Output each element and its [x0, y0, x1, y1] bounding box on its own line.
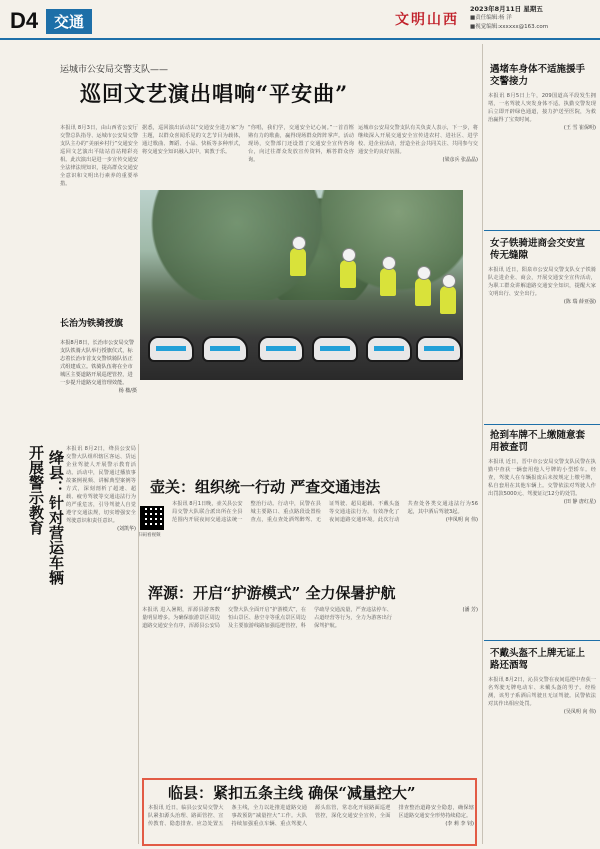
right-column-rule — [484, 640, 600, 641]
photo-officer — [415, 278, 431, 306]
right-item-3-title: 抢到车牌不上缴随意套用被查罚 — [490, 430, 586, 453]
photo-officer — [290, 248, 306, 276]
right-item-4-title: 不戴头盔不上牌无证上路还酒驾 — [490, 648, 586, 671]
right-item-3-credit: (田 静 唐红星) — [563, 499, 596, 505]
story-4-headline: 临县：紧扣五条主线 确保“减量控大” — [168, 784, 416, 802]
photo-officer — [440, 286, 456, 314]
right-item-4-text: 本报讯 8月2日，沁县交警在夜间巡逻中查获一名驾驶无牌电动车、未戴头盔的男子。经检测，该男子系酒后驾驶且无证驾驶。民警依法对其作出相应处罚。 — [488, 677, 596, 707]
lead-body-2: 据悉，巡回演出活动以“交通安全进万家”为主题，以群众喜闻乐见的文艺节目为载体，通过歌曲、舞蹈、小品、快板等多种形式，将交通安全知识融入其中，寓教于乐。 — [142, 125, 244, 155]
lead-body-4: 运城市公安局交警支队有关负责人表示，下一步，将继续深入开展交通安全宣传进农村、进社区、进学校、进企业活动，营造全社会共同关注、共同参与交通安全的良好氛围。 — [358, 125, 478, 155]
lead-body-col-2 — [142, 124, 244, 186]
story-2-body — [172, 500, 478, 576]
right-item-2-credit: (陈 瑞 薛亚强) — [563, 299, 596, 305]
lead-body-col-4 — [358, 124, 478, 186]
lead-headline: 巡回文艺演出唱响“平安曲” — [80, 81, 349, 106]
lead-kicker: 运城市公安局交警支队—— — [60, 65, 169, 75]
right-item-4-body — [488, 676, 596, 841]
photo-motorcycle — [148, 336, 194, 362]
lead-body-1: 本报讯 8月3日，由山西省公安厅交警总队指导、运城市公安局交警支队主办的“美丽乡村行”交通安全巡回文艺演出平陆站首站精彩亮相。此次演出是进一步宣传交通安全法律法规知识，提高群众交通安全意识和文明出行素养的重要举措。 — [60, 125, 138, 187]
right-item-3-text: 本报讯 近日，晋中市公安局交警支队民警在执勤中查获一辆套用他人号牌的小型轿车。经查，驾驶人在车辆报废后未按规定上缴号牌，私自套用在其他车辆上。交警依法对驾驶人作出罚款5000元、驾驶证记12分的处罚。 — [488, 459, 596, 497]
right-item-2-title: 女子铁骑进商会交安宣传无缝隙 — [490, 238, 586, 261]
side-story-title-1: 绛县：针对营运车辆 — [47, 450, 65, 585]
story-2-credit: (申凤明 向 伟) — [445, 517, 478, 523]
right-item-1-text: 本报讯 8月5日上午，209国道高平段发生拥堵，一名驾驶人突发身体不适。执勤交警发现后立即开辟绿色通道，接力护送至医院，为救治赢得了宝贵时间。 — [488, 93, 596, 123]
caption-credit: 杨 楹/摄 — [118, 388, 137, 394]
issue-meta — [470, 5, 548, 32]
traffic-police-photo — [140, 190, 463, 380]
page-number: D4 — [10, 8, 39, 33]
right-item-2-body — [488, 266, 596, 411]
right-item-4-credit: (吴凤明 向 伟) — [563, 709, 596, 715]
photo-motorcycle — [258, 336, 304, 362]
right-item-3-body — [488, 458, 596, 618]
lead-body-col-3 — [248, 124, 354, 186]
photo-motorcycle — [366, 336, 412, 362]
right-column-rule — [484, 424, 600, 425]
story-4-text: 本报讯 近日，临县公安局交警大队紧扣源头治理、路面管控、宣传教育、隐患排查、应急处置五条主线，全力以赴推进道路交通事故预防“减量控大”工作。大队持续加强重点车辆、重点驾驶人源头监管，常态化开展路面巡逻管控，深化交通安全宣传，全面排查整治道路安全隐患，确保辖区道路交通安全形势持续稳定。 — [148, 805, 474, 827]
masthead — [0, 0, 600, 40]
story-4-credit: (李 莉 李 钊) — [445, 821, 474, 827]
column-divider — [138, 444, 139, 844]
side-story-text: 本报讯 8月2日，绛县公安局交警大队组织辖区客运、货运企业驾驶人开展警示教育活动。活动中，民警通过播放事故案例视频、讲解典型案例等方式，深刻剖析了超速、超载、疲劳驾驶等交通违法行为的严重危害，引导驾驶人自觉遵守交通法规，切实增强安全驾驶意识和责任意识。 — [66, 446, 136, 524]
lead-credit: (梁彦兵 张晶晶) — [442, 157, 478, 163]
photo-officer — [380, 268, 396, 296]
story-2-text: 本报讯 8月1日晚，壶关县公安局交警大队联合派出所在全县范围内开展夜间交通违法统一整治行动。行动中，民警在县城主要路口、重点路段设置检查点，重点查处酒驾醉驾、无证驾驶、超员超载、不戴头盔等交通违法行为，有效净化了夜间道路交通环境。此次行动共查处各类交通违法行为56起，其中酒后驾驶3起。 — [172, 501, 478, 523]
designer-credit: ■视觉编辑:xxxxxx@163.com — [470, 24, 549, 30]
caption-text: 本报8月8日，长治市公安局交警支队铁骑大队举行授旗仪式，标志着长治市首支交警铁骑队伍正式组建成立。铁骑队伍将在全市城区主要道路开展巡逻管控，进一步提升道路交通管理效能。 — [60, 340, 135, 386]
photo-motorcycle — [416, 336, 462, 362]
side-story-credit: (刘凯华) — [117, 526, 136, 532]
photo-officer — [340, 260, 356, 288]
story-3-text: 本报讯 进入暑期，浑源县游客数量明显增多。为确保旅游景区周边道路交通安全有序，浑源县公安局交警大队全面开启“护游模式”，在恒山景区、悬空寺等重点景区周边及主要旅游线路加强巡逻管控，科学疏导交通流量，严查违法停车、占道经营等行为，全力为游客出行保驾护航。 — [142, 607, 392, 629]
column-divider — [482, 44, 483, 844]
newspaper-logo: 文明山西 — [395, 12, 459, 28]
photo-motorcycle — [312, 336, 358, 362]
lead-body-3: “你唱，我们学，交通安全记心间。”一首首铿锵有力的歌曲，赢得现场群众阵阵掌声。活动现场，交警部门还设置了交通安全宣传咨询台，向过往群众发放宣传资料，解答群众咨询。 — [248, 125, 354, 163]
issue-date: 2023年8月11日 星期五 — [470, 5, 543, 13]
story-3-body — [142, 606, 478, 766]
right-item-1-credit: (王 雪 崔保明) — [563, 125, 596, 131]
qr-label: 扫码看视频 — [138, 533, 161, 538]
side-story-body — [66, 445, 136, 840]
story-3-headline: 浑源：开启“护游模式” 全力保暑护航 — [148, 584, 396, 602]
lead-body-col-1 — [60, 124, 138, 310]
editor-credit: ■责任编辑:杨 洋 — [470, 15, 512, 21]
side-story-body-tail — [10, 740, 62, 840]
right-column-rule — [484, 230, 600, 231]
photo-caption — [60, 316, 137, 394]
right-item-1-body — [488, 92, 596, 212]
story-4-body — [148, 804, 474, 844]
section-tag[interactable]: 交通 — [46, 9, 92, 34]
right-item-2-text: 本报讯 近日，阳泉市公安局交警支队女子铁骑队走进企业、商会，开展交通安全宣传活动，为职工群众讲解道路交通安全知识，提醒大家文明出行、安全出行。 — [488, 267, 596, 297]
story-3-credit: (潘 芳) — [462, 607, 478, 613]
right-item-1-title: 遇堵车身体不适施援手交警接力 — [490, 64, 586, 87]
story-2-headline: 壶关：组织统一行动 严查交通违法 — [150, 478, 381, 496]
photo-motorcycle — [202, 336, 248, 362]
side-story-title-2: 开展警示教育 — [27, 445, 45, 535]
qr-code-icon[interactable] — [140, 506, 164, 530]
caption-title: 长治为铁骑授旗 — [60, 319, 124, 329]
